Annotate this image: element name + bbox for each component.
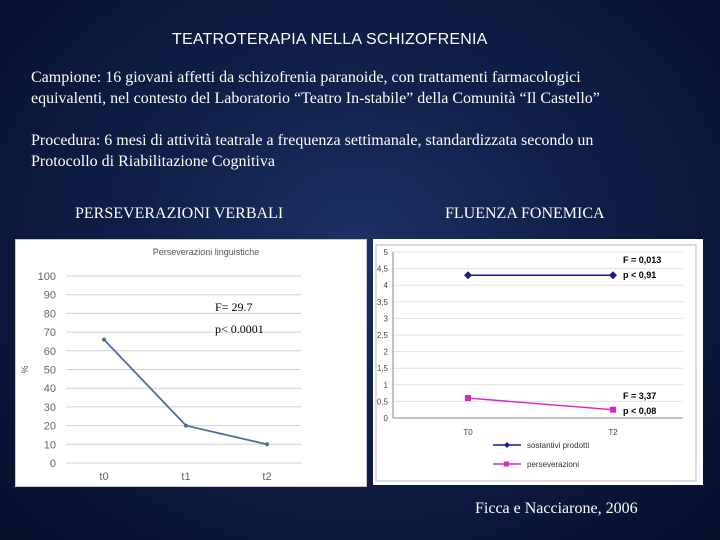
chart2-ytick-label: 2,5 — [376, 331, 388, 340]
chart2-legend-label: perseverazioni — [527, 460, 580, 469]
chart1-xtick-label: t0 — [99, 471, 109, 483]
chart-perseverazioni — [16, 240, 366, 486]
chart2-annotation-f: F = 0,013 — [623, 255, 662, 265]
chart1-ytick-label: 50 — [43, 364, 56, 377]
chart2-annotation-p: p < 0,91 — [623, 270, 657, 280]
chart2-series-line — [468, 398, 613, 410]
caption-perseverazioni: PERSEVERAZIONI VERBALI — [75, 205, 284, 222]
caption-fluenza: FLUENZA FONEMICA — [445, 205, 605, 222]
chart1-title: Perseverazioni linguistiche — [152, 247, 260, 257]
chart1-xtick-label: t1 — [181, 471, 191, 483]
chart2-ytick-label: 1 — [383, 380, 388, 390]
chart1-data-point — [102, 338, 106, 342]
chart2-xtick-label: T0 — [463, 428, 473, 437]
chart2-data-point — [465, 395, 471, 401]
chart1-ytick-label: 0 — [49, 458, 56, 470]
chart2-ytick-label: 3,5 — [376, 297, 388, 307]
chart2-ytick-label: 5 — [383, 248, 388, 257]
chart2-ytick-label: 4 — [383, 281, 388, 291]
chart2-xtick-label: T2 — [608, 428, 618, 437]
chart2-legend-marker — [504, 462, 509, 467]
chart2-data-point — [464, 271, 472, 279]
chart2-data-point — [610, 407, 616, 413]
procedura-paragraph — [31, 130, 711, 172]
chart-fluenza — [373, 239, 703, 485]
chart2-legend-marker — [504, 442, 510, 448]
chart-perseverazioni-panel — [15, 239, 367, 487]
chart1-annotation-f: F= 29.7 — [215, 300, 253, 314]
chart1-ytick-label: 10 — [43, 439, 56, 452]
chart1-ytick-label: 20 — [43, 420, 56, 433]
chart1-ytick-label: 30 — [43, 401, 56, 414]
chart2-ytick-label: 1,5 — [376, 364, 388, 374]
chart1-ytick-label: 100 — [37, 271, 56, 283]
chart1-ytick-label: 90 — [43, 289, 56, 302]
chart1-ytick-label: 40 — [43, 383, 56, 396]
chart1-data-point — [184, 424, 188, 428]
chart2-data-point — [609, 271, 617, 279]
chart2-ytick-label: 3 — [383, 314, 388, 324]
chart1-ytick-label: 60 — [43, 345, 56, 358]
citation: Ficca e Nacciarone, 2006 — [475, 500, 638, 517]
chart-fluenza-panel — [373, 239, 703, 485]
chart2-ytick-label: 2 — [383, 347, 388, 357]
chart2-ytick-label: 0,5 — [376, 397, 388, 407]
procedura-line-2: Protocollo di Riabilitazione Cognitiva — [31, 153, 275, 170]
chart1-xtick-label: t2 — [262, 471, 272, 483]
chart1-series-line — [104, 340, 267, 445]
chart1-data-point — [265, 442, 269, 446]
chart2-legend-label: sostantivi prodotti — [527, 441, 590, 450]
chart2-ytick-label: 4,5 — [376, 264, 388, 274]
procedura-line-1: Procedura: 6 mesi di attività teatrale a frequenza settimanale, standardizzata secondo un — [31, 132, 594, 149]
chart2-annotation-f: F = 3,37 — [623, 391, 657, 401]
chart1-annotation-p: p< 0.0001 — [215, 322, 264, 336]
chart1-ytick-label: 80 — [43, 308, 56, 321]
chart2-ytick-label: 0 — [383, 414, 388, 423]
campione-line-1: Campione: 16 giovani affetti da schizofrenia paranoide, con trattamenti farmacologici — [31, 69, 581, 86]
slide-title: TEATROTERAPIA NELLA SCHIZOFRENIA — [172, 31, 488, 48]
chart2-annotation-p: p < 0,08 — [623, 406, 657, 416]
chart1-ytick-label: 70 — [43, 327, 56, 340]
campione-paragraph — [31, 67, 711, 109]
chart1-ylabel: % — [20, 365, 30, 374]
campione-line-2: equivalenti, nel contesto del Laboratorio “Teatro In-stabile” della Comunità “Il Castello” — [31, 90, 600, 107]
